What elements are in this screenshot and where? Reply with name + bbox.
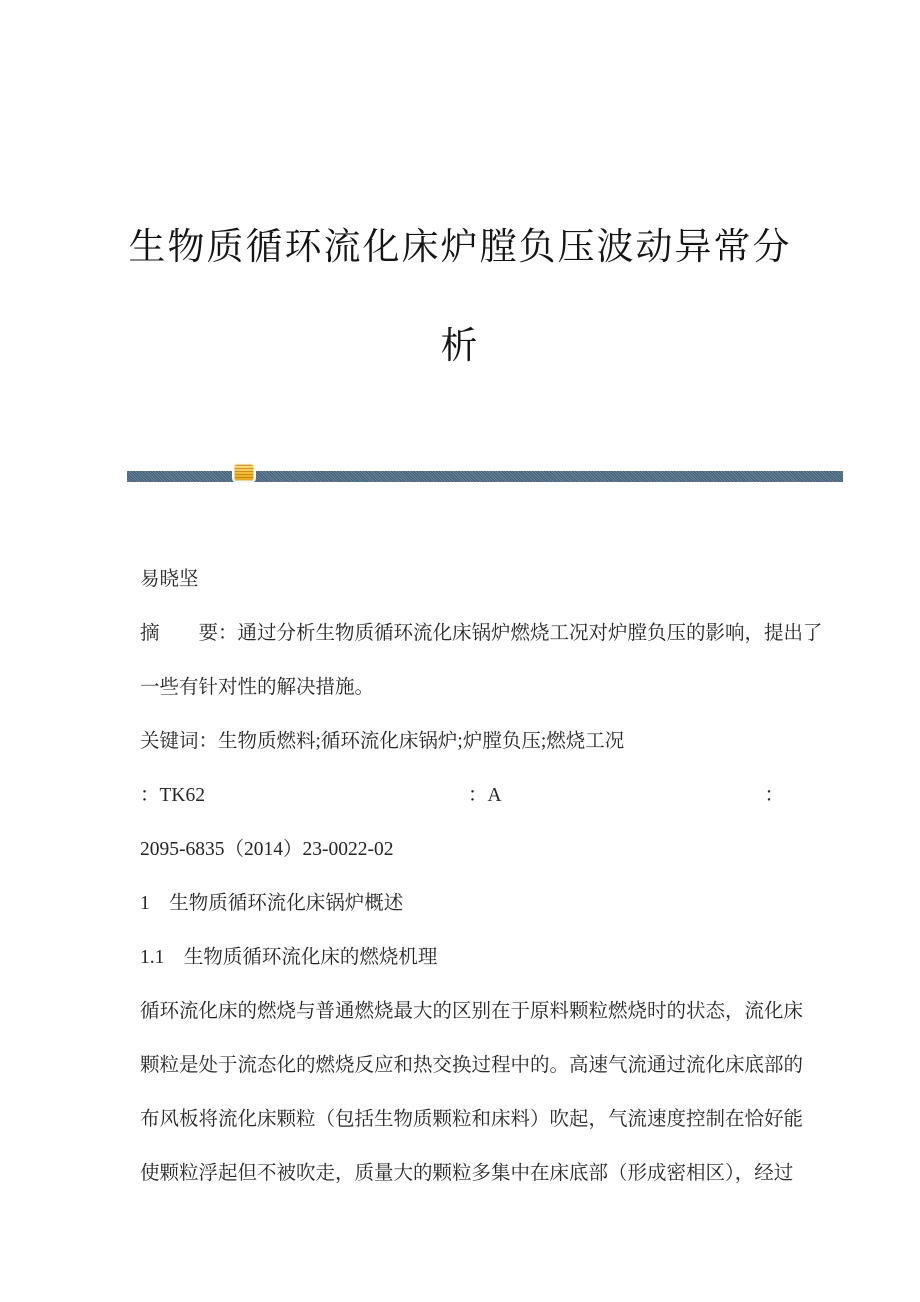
body-line-4: 使颗粒浮起但不被吹走，质量大的颗粒多集中在床底部（形成密相区），经过 bbox=[140, 1163, 794, 1184]
body-line-2: 颗粒是处于流态化的燃烧反应和热交换过程中的。高速气流通过流化床底部的 bbox=[140, 1055, 804, 1076]
section-heading-1-1: 1.1 生物质循环流化床的燃烧机理 bbox=[140, 947, 438, 968]
article-number: 2095-6835（2014）23-0022-02 bbox=[140, 839, 394, 860]
keywords-line: 关键词：生物质燃料;循环流化床锅炉;炉膛负压;燃烧工况 bbox=[140, 731, 625, 752]
article-body bbox=[140, 550, 823, 1198]
body-line-3: 布风板将流化床颗粒（包括生物质颗粒和床料）吹起，气流速度控制在恰好能 bbox=[140, 1109, 804, 1130]
document-code: ：A bbox=[467, 785, 502, 806]
gold-seal-icon bbox=[234, 464, 254, 481]
author-byline: 易晓坚 bbox=[140, 569, 199, 590]
abstract-line-1: 摘 要：通过分析生物质循环流化床锅炉燃烧工况对炉膛负压的影响，提出了 bbox=[140, 623, 823, 644]
classification-line bbox=[140, 766, 784, 820]
page-title-line-2: 析 bbox=[440, 326, 480, 367]
abstract-line-2: 一些有针对性的解决措施。 bbox=[140, 677, 375, 698]
body-line-1: 循环流化床的燃烧与普通燃烧最大的区别在于原料颗粒燃烧时的状态，流化床 bbox=[140, 1001, 804, 1022]
page-title-line-1: 生物质循环流化床炉膛负压波动异常分 bbox=[128, 227, 792, 268]
page-title bbox=[0, 198, 920, 396]
section-heading-1: 1 生物质循环流化床锅炉概述 bbox=[140, 893, 404, 914]
article-number-colon: ： bbox=[764, 785, 784, 806]
clc-code: ：TK62 bbox=[140, 785, 205, 806]
